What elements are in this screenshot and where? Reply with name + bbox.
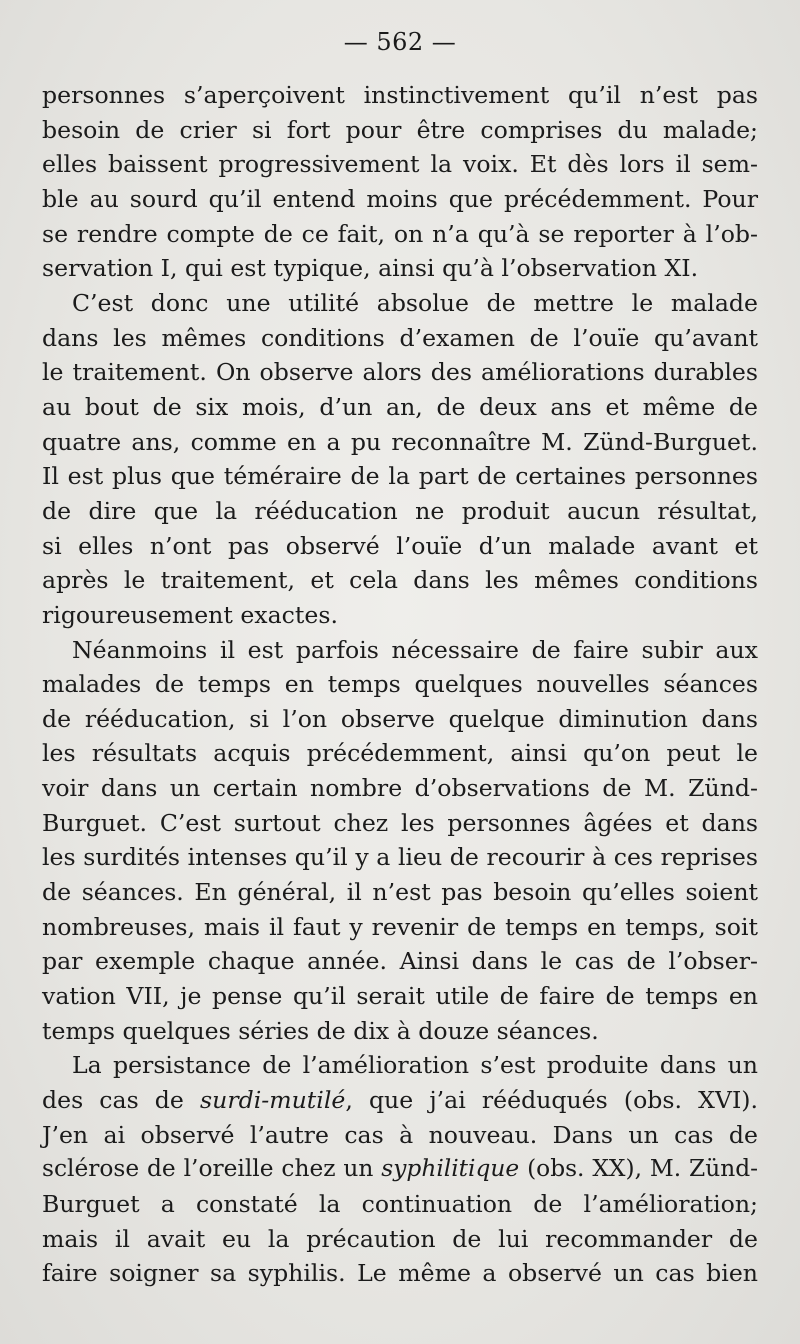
text-line: Néanmoins il est parfois nécessaire de faire subir aux: [72, 635, 758, 664]
paragraph-3: [42, 633, 758, 1049]
page-number: — 562 —: [343, 28, 457, 56]
text-line: [42, 1152, 758, 1187]
text-line: le traitement. On observe alors des améliorations durables: [42, 358, 758, 387]
text-line: personnes s’aperçoivent instinctivement qu’il n’est pas: [42, 81, 758, 109]
text-line: les résultats acquis précédemment, ainsi qu’on peut le: [42, 739, 758, 768]
text-line: dans les mêmes conditions d’examen de l’ouïe qu’avant: [42, 323, 758, 352]
text-line: La persistance de l’amélioration s’est produite dans un: [72, 1051, 758, 1080]
line-segment: , que j’ai rééduqués (obs. XVI).: [345, 1086, 758, 1115]
text-line: C’est donc une utilité absolue de mettre le malade: [72, 288, 758, 317]
text-line: Burguet a constaté la continuation de l’amélioration;: [42, 1190, 758, 1218]
text-line: malades de temps en temps quelques nouvelles séances: [42, 670, 758, 699]
line-segment: (obs. XX), M. Zünd-: [519, 1155, 758, 1183]
text-line: Il est plus que téméraire de la part de certaines personnes: [42, 462, 758, 491]
text-line: faire soigner sa syphilis. Le même a observé un cas bien: [42, 1259, 758, 1288]
text-line: vation VII, je pense qu’il serait utile de faire de temps en: [42, 982, 758, 1011]
text-line: si elles n’ont pas observé l’ouïe d’un malade avant et: [42, 531, 758, 560]
text-line: J’en ai observé l’autre cas à nouveau. Dans un cas de: [42, 1120, 758, 1149]
text-line: de séances. En général, il n’est pas besoin qu’elles soient: [42, 878, 758, 907]
text-line: après le traitement, et cela dans les mêmes conditions: [42, 566, 758, 595]
text-line: besoin de crier si fort pour être comprises du malade;: [42, 115, 758, 144]
text-line: elles baissent progressivement la voix. Et dès lors il sem-: [42, 150, 758, 179]
text-line: au bout de six mois, d’un an, de deux ans et même de: [42, 392, 758, 421]
paragraph-4: [42, 1048, 758, 1291]
text-line: Burguet. C’est surtout chez les personnes âgées et dans: [42, 808, 758, 837]
body-text: [42, 78, 758, 1291]
text-line: rigoureusement exactes.: [42, 600, 338, 629]
text-line: nombreuses, mais il faut y revenir de temps en temps, soit: [42, 912, 758, 941]
italic-term: syphilitique: [381, 1155, 520, 1183]
italic-term: surdi-mutilé: [200, 1086, 346, 1115]
text-line: ble au sourd qu’il entend moins que précédemment. Pour: [42, 184, 758, 213]
text-line: se rendre compte de ce fait, on n’a qu’à se reporter à l’ob-: [42, 219, 758, 248]
paragraph-1: [42, 78, 758, 286]
paragraph-2: [42, 286, 758, 633]
text-line: servation I, qui est typique, ainsi qu’à l’observation XI.: [42, 254, 699, 283]
line-segment: des cas de: [42, 1086, 201, 1115]
text-line: les surdités intenses qu’il y a lieu de recourir à ces reprises: [42, 843, 758, 872]
text-line: [42, 1083, 758, 1118]
line-segment: sclérose de l’oreille chez un: [42, 1155, 382, 1183]
text-line: temps quelques séries de dix à douze séances.: [42, 1016, 599, 1045]
text-line: voir dans un certain nombre d’observations de M. Zünd-: [42, 774, 758, 803]
text-line: de rééducation, si l’on observe quelque diminution dans: [42, 704, 758, 733]
text-line: par exemple chaque année. Ainsi dans le cas de l’obser-: [42, 947, 758, 976]
text-line: mais il avait eu la précaution de lui recommander de: [42, 1224, 758, 1253]
text-line: quatre ans, comme en a pu reconnaître M. Zünd-Burguet.: [42, 427, 758, 456]
text-line: de dire que la rééducation ne produit aucun résultat,: [42, 496, 758, 525]
